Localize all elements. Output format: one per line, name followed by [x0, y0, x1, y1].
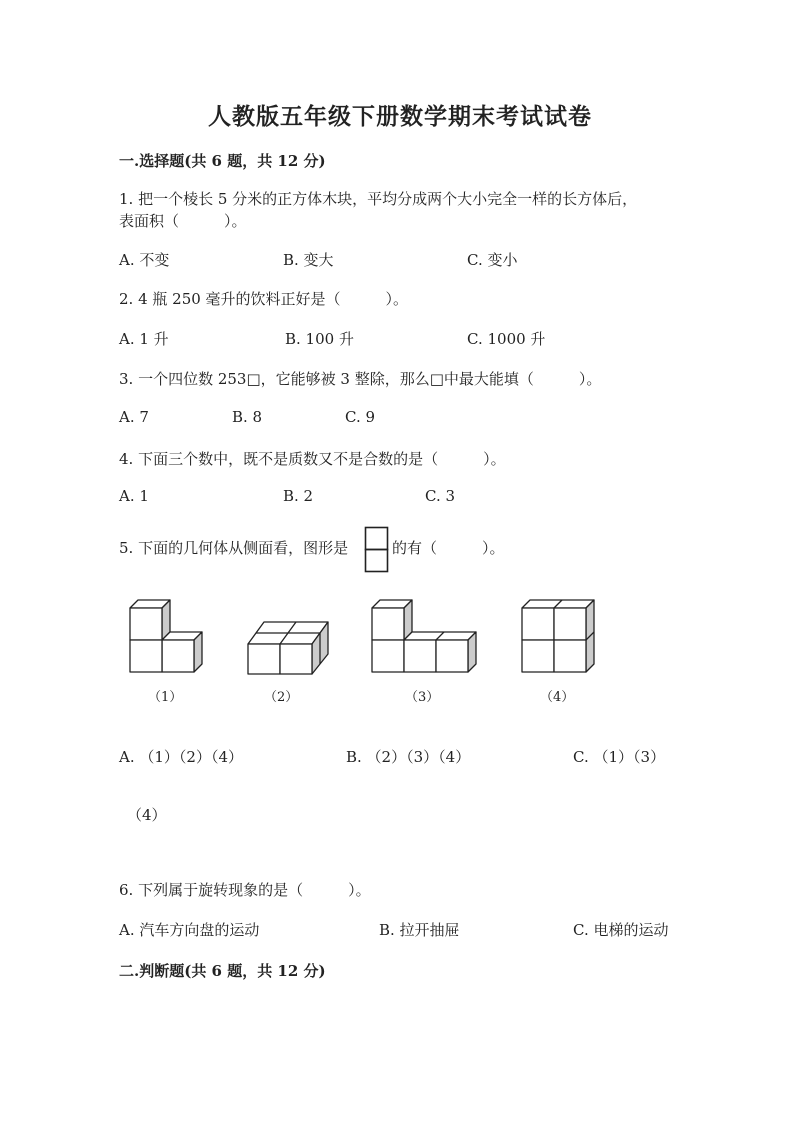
q5-text-before: 5. 下面的几何体从侧面看，图形是: [119, 539, 349, 557]
q3-text: 3. 一个四位数 253□，它能够被 3 整除，那么□中最大能填（ ）。: [119, 370, 602, 388]
q5-option-b: B. （2）（3）（4）: [346, 748, 471, 766]
q2-option-b: B. 100 升: [285, 330, 354, 348]
figure-1-label: （1）: [148, 690, 183, 705]
q6-option-c: C. 电梯的运动: [573, 921, 669, 939]
section2-heading: 二.判断题(共 6 题，共 12 分): [119, 962, 326, 980]
figure-4-label: （4）: [540, 690, 575, 705]
q6-option-a: A. 汽车方向盘的运动: [119, 921, 260, 939]
q2-text: 2. 4 瓶 250 毫升的饮料正好是（ ）。: [119, 290, 409, 308]
figure-2-label: （2）: [264, 690, 299, 705]
page-title: 人教版五年级下册数学期末考试试卷: [208, 103, 592, 130]
q1-text-line1: 1. 把一个棱长 5 分米的正方体木块，平均分成两个大小完全一样的长方体后，: [119, 190, 638, 208]
q5-option-c-wrap: （4）: [127, 806, 167, 824]
q5-text-after: 的有（ ）。: [392, 539, 505, 557]
figure-1-cubes: [126, 596, 210, 676]
q4-option-c: C. 3: [425, 487, 456, 505]
q1-option-b: B. 变大: [283, 251, 334, 269]
figure-4-cubes: [518, 596, 602, 676]
figure-3-label: （3）: [405, 690, 440, 705]
q6-option-b: B. 拉开抽屉: [379, 921, 460, 939]
q3-option-a: A. 7: [119, 408, 149, 426]
q1-option-a: A. 不变: [119, 251, 170, 269]
q1-text-line2: 表面积（ ）。: [119, 212, 247, 230]
q3-option-b: B. 8: [232, 408, 263, 426]
figure-2-cubes: [244, 618, 332, 676]
q5-option-c: C. （1）（3）: [573, 748, 666, 766]
q4-option-a: A. 1: [119, 487, 149, 505]
q2-option-a: A. 1 升: [119, 330, 169, 348]
q2-option-c: C. 1000 升: [467, 330, 546, 348]
figure-3-cubes: [368, 596, 484, 676]
q4-text: 4. 下面三个数中，既不是质数又不是合数的是（ ）。: [119, 450, 506, 468]
q3-option-c: C. 9: [345, 408, 376, 426]
q6-text: 6. 下列属于旋转现象的是（ ）。: [119, 881, 371, 899]
q1-option-c: C. 变小: [467, 251, 518, 269]
q5-option-a: A. （1）（2）（4）: [119, 748, 243, 766]
stacked-squares-icon: [364, 526, 390, 574]
q4-option-b: B. 2: [283, 487, 314, 505]
section1-heading: 一.选择题(共 6 题，共 12 分): [119, 152, 326, 170]
